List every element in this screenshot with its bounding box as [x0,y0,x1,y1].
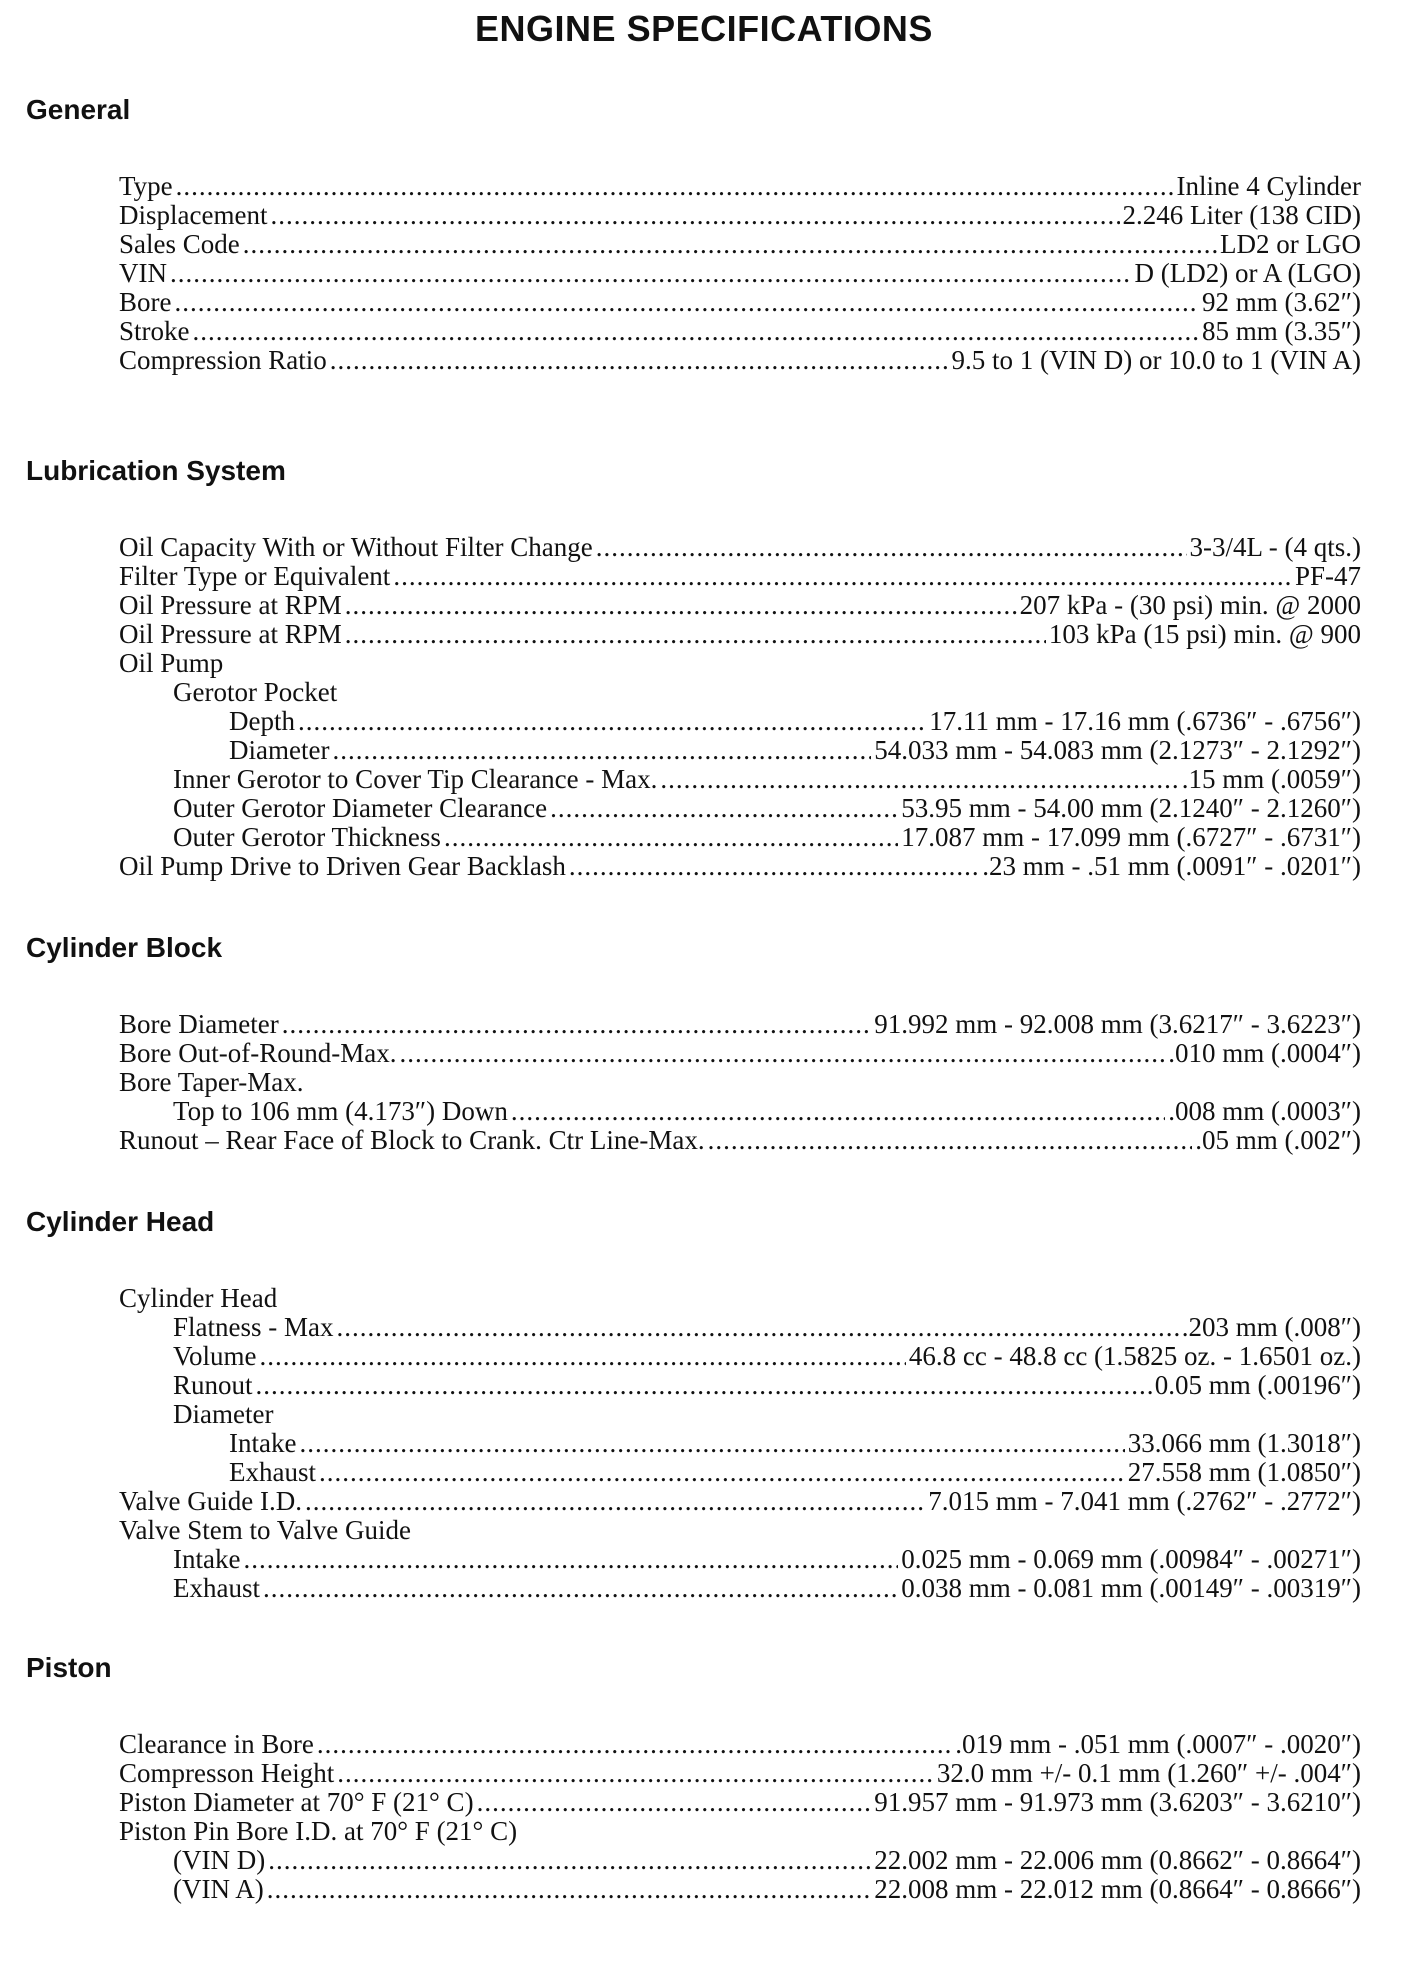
spec-value: D (LD2) or A (LGO) [1134,258,1361,288]
spec-value: PF-47 [1294,561,1361,591]
spec-value: 22.008 mm - 22.012 mm (0.8664″ - 0.8666″) [874,1874,1361,1904]
spec-row [119,1010,1361,1039]
spec-value: 46.8 cc - 48.8 cc (1.5825 oz. - 1.6501 oz.) [908,1341,1361,1371]
leader-dots [596,533,1187,562]
spec-value: 91.992 mm - 92.008 mm (3.6217″ - 3.6223″) [874,1009,1361,1039]
leader-dots [298,707,926,736]
spec-row [173,1574,1361,1603]
spec-value: .05 mm (.002″) [1195,1125,1361,1155]
leader-dots [660,765,1178,794]
leader-dots [336,1313,1178,1342]
spec-row [173,765,1361,794]
spec-label: Compression Ratio [119,345,327,375]
section-heading: Lubrication System [26,455,286,486]
spec-row [119,562,1361,591]
spec-label: Diameter [229,735,330,765]
spec-label: Oil Pressure at RPM [119,590,342,620]
spec-label: Gerotor Pocket [173,677,338,707]
spec-row [119,259,1361,288]
spec-row [173,1400,1361,1429]
spec-label: Valve Stem to Valve Guide [119,1515,411,1545]
spec-label: Piston Pin Bore I.D. at 70° F (21° C) [119,1816,518,1846]
spec-row [173,1342,1361,1371]
leader-dots [263,1574,898,1603]
leader-dots [193,317,1200,346]
spec-label: Outer Gerotor Thickness [173,822,441,852]
leader-dots [174,288,1199,317]
leader-dots [345,591,1017,620]
spec-value: .23 mm - .51 mm (.0091″ - .0201″) [982,851,1361,881]
spec-label: Bore [119,287,172,317]
spec-label: Piston Diameter at 70° F (21° C) [119,1787,474,1817]
spec-label: Valve Guide I.D. [119,1486,302,1516]
spec-row [119,1730,1361,1759]
section-heading: General [26,94,131,125]
spec-value: 9.5 to 1 (VIN D) or 10.0 to 1 (VIN A) [951,345,1361,375]
spec-value: 2.246 Liter (138 CID) [1122,200,1361,230]
leader-dots [477,1788,872,1817]
spec-label: Sales Code [119,229,240,259]
leader-dots [170,259,1132,288]
spec-value: 207 kPa - (30 psi) min. @ 2000 [1019,590,1361,620]
spec-row [119,1487,1361,1516]
spec-value: .019 mm - .051 mm (.0007″ - .0020″) [955,1729,1361,1759]
spec-value: 3-3/4L - (4 qts.) [1189,532,1361,562]
leader-dots [569,852,979,881]
spec-row [173,1313,1361,1342]
spec-value: 22.002 mm - 22.006 mm (0.8662″ - 0.8664″) [874,1845,1361,1875]
spec-value: 27.558 mm (1.0850″) [1127,1457,1361,1487]
spec-value: 91.957 mm - 91.973 mm (3.6203″ - 3.6210″) [874,1787,1361,1817]
spec-value: .010 mm (.0004″) [1168,1038,1361,1068]
leader-dots [319,1458,1125,1487]
leader-dots [267,1875,872,1904]
leader-dots [337,1759,934,1788]
spec-value: .15 mm (.0059″) [1181,764,1361,794]
spec-row [173,1846,1361,1875]
spec-label: (VIN A) [173,1874,264,1904]
spec-value: 17.087 mm - 17.099 mm (.6727″ - .6731″) [901,822,1361,852]
spec-value: LD2 or LGO [1220,229,1361,259]
spec-row [119,620,1361,649]
spec-row [119,591,1361,620]
spec-row [173,1097,1361,1126]
spec-label: Outer Gerotor Diameter Clearance [173,793,548,823]
spec-value: 0.025 mm - 0.069 mm (.00984″ - .00271″) [901,1544,1361,1574]
spec-row [119,1759,1361,1788]
spec-label: Runout [173,1370,253,1400]
spec-label: Oil Pump [119,648,224,678]
spec-row [173,678,1361,707]
spec-value: 54.033 mm - 54.083 mm (2.1273″ - 2.1292″) [874,735,1361,765]
spec-row [119,1039,1361,1068]
spec-value: 32.0 mm +/- 0.1 mm (1.260″ +/- .004″) [936,1758,1361,1788]
spec-row [229,1429,1361,1458]
spec-row [119,288,1361,317]
spec-label: Filter Type or Equivalent [119,561,391,591]
spec-row [229,736,1361,765]
spec-label: Bore Taper-Max. [119,1067,304,1097]
spec-row [119,1068,1361,1097]
spec-row [173,794,1361,823]
spec-label: Compresson Height [119,1758,335,1788]
spec-row [119,1817,1361,1846]
leader-dots [282,1010,872,1039]
spec-label: (VIN D) [173,1845,266,1875]
spec-value: 0.05 mm (.00196″) [1154,1370,1361,1400]
leader-dots [708,1126,1193,1155]
spec-row [119,317,1361,346]
spec-row [229,1458,1361,1487]
spec-label: Bore Diameter [119,1009,279,1039]
spec-row [119,852,1361,881]
section-heading: Cylinder Head [26,1206,215,1237]
spec-label: Inner Gerotor to Cover Tip Clearance - Max. [173,764,658,794]
leader-dots [243,230,1217,259]
spec-value: .008 mm (.0003″) [1168,1096,1361,1126]
spec-label: Intake [229,1428,297,1458]
section-heading: Cylinder Block [26,932,223,963]
leader-dots [511,1097,1165,1126]
leader-dots [299,1429,1124,1458]
spec-row [119,230,1361,259]
spec-label: Flatness - Max [173,1312,334,1342]
spec-label: Top to 106 mm (4.173″) Down [173,1096,508,1126]
spec-row [173,1371,1361,1400]
spec-row [119,1126,1361,1155]
leader-dots [332,736,871,765]
spec-row [119,201,1361,230]
leader-dots [330,346,949,375]
spec-row [119,1516,1361,1545]
spec-row [119,172,1361,201]
spec-label: Oil Capacity With or Without Filter Change [119,532,593,562]
leader-dots [270,201,1119,230]
spec-value: 103 kPa (15 psi) min. @ 900 [1048,619,1361,649]
spec-label: Type [119,171,173,201]
leader-dots [243,1545,898,1574]
leader-dots [268,1846,871,1875]
leader-dots [260,1342,906,1371]
spec-label: Runout – Rear Face of Block to Crank. Ctr Line-Max. [119,1125,705,1155]
spec-value: 53.95 mm - 54.00 mm (2.1240″ - 2.1260″) [901,793,1361,823]
spec-label: Clearance in Bore [119,1729,314,1759]
spec-label: Intake [173,1544,241,1574]
spec-label: Exhaust [173,1573,260,1603]
spec-label: VIN [119,258,167,288]
spec-label: Diameter [173,1399,274,1429]
spec-value: 0.038 mm - 0.081 mm (.00149″ - .00319″) [901,1573,1361,1603]
spec-row [119,1284,1361,1313]
spec-label: Depth [229,706,295,736]
spec-row [173,1545,1361,1574]
spec-label: Exhaust [229,1457,316,1487]
spec-label: Bore Out-of-Round-Max. [119,1038,397,1068]
leader-dots [345,620,1046,649]
spec-value: 7.015 mm - 7.041 mm (.2762″ - .2772″) [928,1486,1361,1516]
leader-dots [317,1730,952,1759]
leader-dots [176,172,1174,201]
leader-dots [393,562,1292,591]
spec-label: Stroke [119,316,190,346]
spec-value: 85 mm (3.35″) [1202,316,1361,346]
spec-label: Displacement [119,200,268,230]
spec-label: Oil Pump Drive to Driven Gear Backlash [119,851,566,881]
spec-label: Volume [173,1341,257,1371]
section-heading: Piston [26,1652,112,1683]
leader-dots [305,1487,925,1516]
spec-value: 33.066 mm (1.3018″) [1127,1428,1361,1458]
spec-label: Cylinder Head [119,1283,278,1313]
spec-value: 17.11 mm - 17.16 mm (.6736″ - .6756″) [929,706,1361,736]
spec-row [173,823,1361,852]
spec-row [173,1875,1361,1904]
leader-dots [399,1039,1165,1068]
spec-row [119,346,1361,375]
spec-value: Inline 4 Cylinder [1176,171,1361,201]
page-title: ENGINE SPECIFICATIONS [475,8,933,49]
spec-value: .203 mm (.008″) [1181,1312,1361,1342]
leader-dots [256,1371,1152,1400]
leader-dots [550,794,898,823]
spec-row [229,707,1361,736]
spec-row [119,1788,1361,1817]
spec-label: Oil Pressure at RPM [119,619,342,649]
leader-dots [444,823,898,852]
spec-value: 92 mm (3.62″) [1202,287,1361,317]
spec-row [119,649,1361,678]
spec-row [119,533,1361,562]
